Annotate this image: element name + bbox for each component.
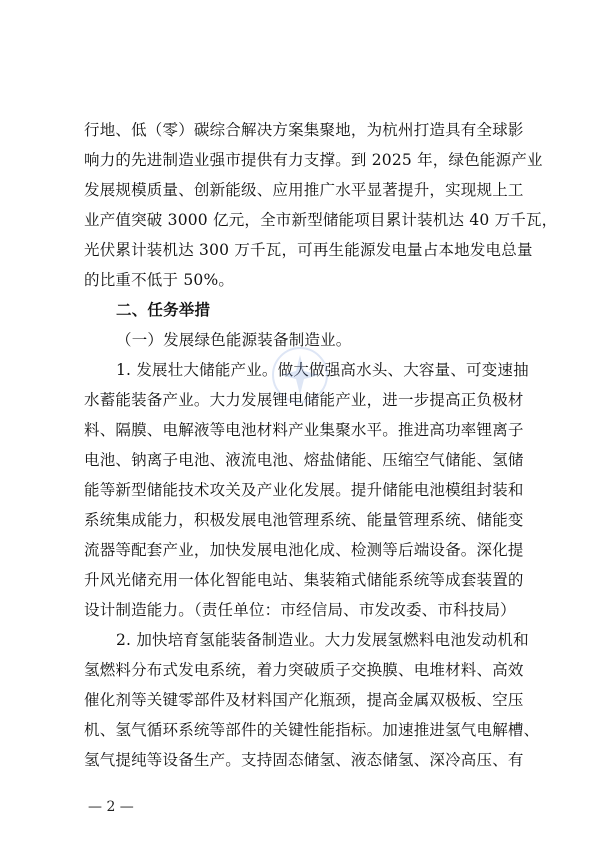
item-2-line-3: 催化剂等关键零部件及材料国产化瓶颈，提高金属双极板、空压 (84, 691, 524, 709)
body-line-1: 行地、低（零）碳综合解决方案集聚地，为杭州打造具有全球影 (84, 121, 524, 139)
item-1-line-2: 水蓄能装备产业。大力发展锂电储能产业，进一步提高正负极材 (84, 391, 524, 409)
section-heading: 二、任务举措 (116, 301, 211, 319)
body-line-2: 响力的先进制造业强市提供有力支撑。到 2025 年，绿色能源产业 (84, 151, 543, 169)
item-2-line-5: 氢气提纯等设备生产。支持固态储氢、液态储氢、深冷高压、有 (84, 751, 524, 769)
item-1-line-8: 升风光储充用一体化智能电站、集装箱式储能系统等成套装置的 (84, 571, 524, 589)
item-1-line-6: 系统集成能力，积极发展电池管理系统、能量管理系统、储能变 (84, 511, 524, 529)
item-2-line-1: 2. 加快培育氢能装备制造业。大力发展氢燃料电池发动机和 (116, 631, 529, 649)
body-line-4: 业产值突破 3000 亿元，全市新型储能项目累计装机达 40 万千瓦， (84, 211, 558, 229)
item-2-line-2: 氢燃料分布式发电系统，着力突破质子交换膜、电堆材料、高效 (84, 661, 524, 679)
item-1-line-1: 1. 发展壮大储能产业。做大做强高水头、大容量、可变速抽 (116, 361, 529, 379)
item-1-line-3: 料、隔膜、电解液等电池材料产业集聚水平。推进高功率锂离子 (84, 421, 524, 439)
item-1-line-7: 流器等配套产业，加快发展电池化成、检测等后端设备。深化提 (84, 541, 524, 559)
body-line-5: 光伏累计装机达 300 万千瓦，可再生能源发电量占本地发电总量 (84, 241, 533, 259)
item-1-line-5: 能等新型储能技术攻关及产业化发展。提升储能电池模组封装和 (84, 481, 524, 499)
page-number: — 2 — (88, 799, 134, 815)
item-1-line-4: 电池、钠离子电池、液流电池、熔盐储能、压缩空气储能、氢储 (84, 451, 524, 469)
body-line-3: 发展规模质量、创新能级、应用推广水平显著提升，实现规上工 (84, 181, 524, 199)
body-line-6: 的比重不低于 50%。 (84, 271, 235, 289)
item-2-line-4: 机、氢气循环系统等部件的关键性能指标。加速推进氢气电解槽、 (84, 721, 540, 739)
item-1-line-9: 设计制造能力。（责任单位：市经信局、市发改委、市科技局） (84, 601, 516, 619)
subsection-heading: （一）发展绿色能源装备制造业。 (116, 331, 352, 349)
